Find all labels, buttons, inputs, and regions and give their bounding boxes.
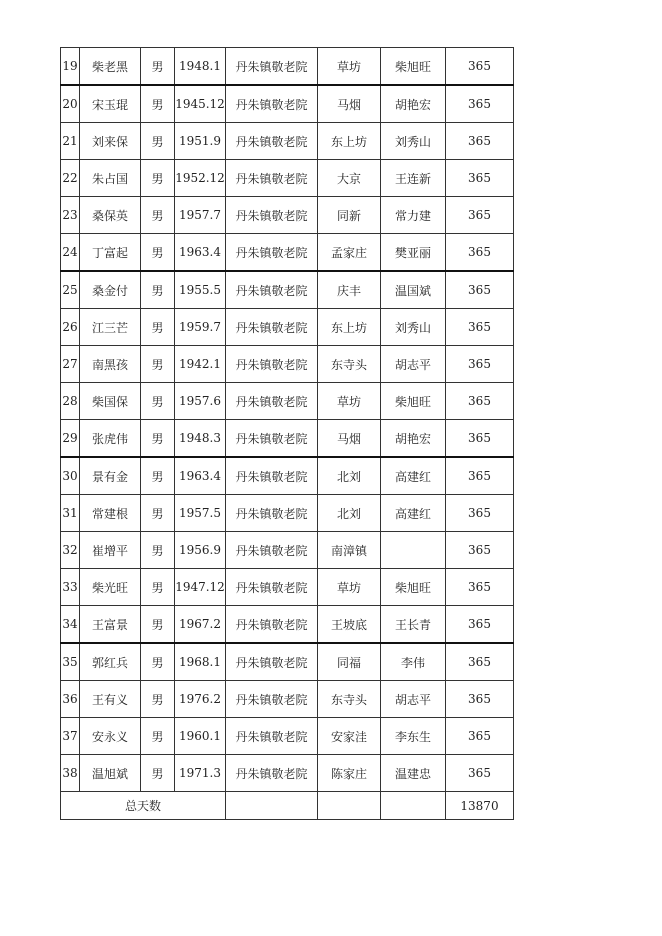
village-name: 马烟 [318, 420, 381, 458]
sex-cell: 男 [141, 48, 175, 86]
birth-date: 1942.1 [175, 346, 226, 383]
row-index: 20 [61, 85, 80, 123]
contact-person: 温建忠 [381, 755, 446, 792]
institution-name: 丹朱镇敬老院 [226, 48, 318, 86]
table-row [61, 457, 514, 495]
village-name: 东寺头 [318, 681, 381, 718]
row-index: 30 [61, 457, 80, 495]
row-index: 22 [61, 160, 80, 197]
table-row [61, 234, 514, 272]
table-row [61, 346, 514, 383]
birth-date: 1963.4 [175, 457, 226, 495]
village-name: 东寺头 [318, 346, 381, 383]
institution-name: 丹朱镇敬老院 [226, 271, 318, 309]
birth-date: 1960.1 [175, 718, 226, 755]
birth-date: 1959.7 [175, 309, 226, 346]
birth-date: 1976.2 [175, 681, 226, 718]
institution-name: 丹朱镇敬老院 [226, 346, 318, 383]
days-count: 365 [446, 532, 514, 569]
days-count: 365 [446, 197, 514, 234]
contact-person: 王长青 [381, 606, 446, 644]
village-name: 草坊 [318, 48, 381, 86]
birth-date: 1957.5 [175, 495, 226, 532]
row-index: 28 [61, 383, 80, 420]
sex-cell: 男 [141, 197, 175, 234]
contact-person: 李伟 [381, 643, 446, 681]
village-name: 孟家庄 [318, 234, 381, 272]
days-count: 365 [446, 755, 514, 792]
row-index: 32 [61, 532, 80, 569]
institution-name: 丹朱镇敬老院 [226, 643, 318, 681]
person-name: 桑金付 [80, 271, 141, 309]
person-name: 王有义 [80, 681, 141, 718]
village-name: 南漳镇 [318, 532, 381, 569]
sex-cell: 男 [141, 606, 175, 644]
institution-name: 丹朱镇敬老院 [226, 420, 318, 458]
person-name: 张虎伟 [80, 420, 141, 458]
row-index: 25 [61, 271, 80, 309]
village-name: 安家洼 [318, 718, 381, 755]
days-count: 365 [446, 234, 514, 272]
contact-person: 高建红 [381, 457, 446, 495]
days-count: 365 [446, 681, 514, 718]
institution-name: 丹朱镇敬老院 [226, 457, 318, 495]
roster-body [61, 48, 514, 820]
days-count: 365 [446, 383, 514, 420]
birth-date: 1947.12 [175, 569, 226, 606]
row-index: 29 [61, 420, 80, 458]
contact-person: 胡艳宏 [381, 85, 446, 123]
village-name: 北刘 [318, 495, 381, 532]
row-index: 24 [61, 234, 80, 272]
days-count: 365 [446, 718, 514, 755]
row-index: 31 [61, 495, 80, 532]
contact-person [381, 532, 446, 569]
person-name: 丁富起 [80, 234, 141, 272]
contact-person: 柴旭旺 [381, 569, 446, 606]
table-row [61, 420, 514, 458]
person-name: 景有金 [80, 457, 141, 495]
birth-date: 1971.3 [175, 755, 226, 792]
contact-person: 高建红 [381, 495, 446, 532]
total-row [61, 792, 514, 820]
institution-name: 丹朱镇敬老院 [226, 197, 318, 234]
total-empty-cell [318, 792, 381, 820]
person-name: 柴光旺 [80, 569, 141, 606]
total-empty-cell [226, 792, 318, 820]
contact-person: 刘秀山 [381, 123, 446, 160]
sex-cell: 男 [141, 569, 175, 606]
person-name: 宋玉琨 [80, 85, 141, 123]
person-name: 安永义 [80, 718, 141, 755]
table-row [61, 85, 514, 123]
sex-cell: 男 [141, 85, 175, 123]
row-index: 33 [61, 569, 80, 606]
sex-cell: 男 [141, 309, 175, 346]
days-count: 365 [446, 48, 514, 86]
village-name: 马烟 [318, 85, 381, 123]
total-empty-cell [381, 792, 446, 820]
row-index: 19 [61, 48, 80, 86]
village-name: 王坡底 [318, 606, 381, 644]
person-name: 刘来保 [80, 123, 141, 160]
institution-name: 丹朱镇敬老院 [226, 755, 318, 792]
sex-cell: 男 [141, 420, 175, 458]
contact-person: 王连新 [381, 160, 446, 197]
person-name: 桑保英 [80, 197, 141, 234]
sex-cell: 男 [141, 718, 175, 755]
row-index: 26 [61, 309, 80, 346]
institution-name: 丹朱镇敬老院 [226, 532, 318, 569]
table-row [61, 606, 514, 644]
table-row [61, 755, 514, 792]
birth-date: 1968.1 [175, 643, 226, 681]
row-index: 38 [61, 755, 80, 792]
village-name: 草坊 [318, 569, 381, 606]
table-row [61, 309, 514, 346]
village-name: 草坊 [318, 383, 381, 420]
sex-cell: 男 [141, 383, 175, 420]
village-name: 庆丰 [318, 271, 381, 309]
table-row [61, 160, 514, 197]
sex-cell: 男 [141, 160, 175, 197]
person-name: 崔增平 [80, 532, 141, 569]
sex-cell: 男 [141, 495, 175, 532]
sex-cell: 男 [141, 234, 175, 272]
days-count: 365 [446, 569, 514, 606]
sex-cell: 男 [141, 681, 175, 718]
table-row [61, 271, 514, 309]
contact-person: 柴旭旺 [381, 48, 446, 86]
row-index: 27 [61, 346, 80, 383]
contact-person: 胡志平 [381, 681, 446, 718]
total-days-value: 13870 [446, 792, 514, 820]
birth-date: 1955.5 [175, 271, 226, 309]
days-count: 365 [446, 85, 514, 123]
table-row [61, 383, 514, 420]
contact-person: 樊亚丽 [381, 234, 446, 272]
roster-table [60, 47, 514, 820]
contact-person: 柴旭旺 [381, 383, 446, 420]
contact-person: 李东生 [381, 718, 446, 755]
institution-name: 丹朱镇敬老院 [226, 383, 318, 420]
days-count: 365 [446, 495, 514, 532]
village-name: 同新 [318, 197, 381, 234]
row-index: 36 [61, 681, 80, 718]
contact-person: 常力建 [381, 197, 446, 234]
village-name: 东上坊 [318, 123, 381, 160]
person-name: 常建根 [80, 495, 141, 532]
birth-date: 1948.1 [175, 48, 226, 86]
contact-person: 温国斌 [381, 271, 446, 309]
person-name: 朱占国 [80, 160, 141, 197]
birth-date: 1952.12 [175, 160, 226, 197]
sex-cell: 男 [141, 755, 175, 792]
person-name: 南黑孩 [80, 346, 141, 383]
village-name: 东上坊 [318, 309, 381, 346]
sex-cell: 男 [141, 346, 175, 383]
days-count: 365 [446, 346, 514, 383]
row-index: 34 [61, 606, 80, 644]
row-index: 37 [61, 718, 80, 755]
days-count: 365 [446, 606, 514, 644]
institution-name: 丹朱镇敬老院 [226, 681, 318, 718]
birth-date: 1951.9 [175, 123, 226, 160]
institution-name: 丹朱镇敬老院 [226, 606, 318, 644]
village-name: 大京 [318, 160, 381, 197]
sex-cell: 男 [141, 643, 175, 681]
birth-date: 1963.4 [175, 234, 226, 272]
table-row [61, 569, 514, 606]
sex-cell: 男 [141, 271, 175, 309]
person-name: 柴老黑 [80, 48, 141, 86]
birth-date: 1957.7 [175, 197, 226, 234]
table-row [61, 532, 514, 569]
institution-name: 丹朱镇敬老院 [226, 569, 318, 606]
birth-date: 1948.3 [175, 420, 226, 458]
institution-name: 丹朱镇敬老院 [226, 234, 318, 272]
days-count: 365 [446, 457, 514, 495]
total-days-label: 总天数 [61, 792, 226, 820]
row-index: 21 [61, 123, 80, 160]
days-count: 365 [446, 309, 514, 346]
days-count: 365 [446, 420, 514, 458]
contact-person: 胡艳宏 [381, 420, 446, 458]
village-name: 同福 [318, 643, 381, 681]
institution-name: 丹朱镇敬老院 [226, 123, 318, 160]
days-count: 365 [446, 123, 514, 160]
birth-date: 1967.2 [175, 606, 226, 644]
table-row [61, 123, 514, 160]
birth-date: 1945.12 [175, 85, 226, 123]
person-name: 柴国保 [80, 383, 141, 420]
days-count: 365 [446, 271, 514, 309]
person-name: 温旭斌 [80, 755, 141, 792]
institution-name: 丹朱镇敬老院 [226, 718, 318, 755]
sex-cell: 男 [141, 457, 175, 495]
table-row [61, 681, 514, 718]
person-name: 江三芒 [80, 309, 141, 346]
table-row [61, 495, 514, 532]
table-row [61, 643, 514, 681]
sex-cell: 男 [141, 123, 175, 160]
days-count: 365 [446, 160, 514, 197]
row-index: 23 [61, 197, 80, 234]
institution-name: 丹朱镇敬老院 [226, 160, 318, 197]
birth-date: 1956.9 [175, 532, 226, 569]
person-name: 郭红兵 [80, 643, 141, 681]
birth-date: 1957.6 [175, 383, 226, 420]
person-name: 王富景 [80, 606, 141, 644]
institution-name: 丹朱镇敬老院 [226, 495, 318, 532]
contact-person: 胡志平 [381, 346, 446, 383]
row-index: 35 [61, 643, 80, 681]
village-name: 北刘 [318, 457, 381, 495]
days-count: 365 [446, 643, 514, 681]
contact-person: 刘秀山 [381, 309, 446, 346]
institution-name: 丹朱镇敬老院 [226, 309, 318, 346]
table-row [61, 48, 514, 86]
village-name: 陈家庄 [318, 755, 381, 792]
sex-cell: 男 [141, 532, 175, 569]
table-row [61, 718, 514, 755]
institution-name: 丹朱镇敬老院 [226, 85, 318, 123]
table-row [61, 197, 514, 234]
